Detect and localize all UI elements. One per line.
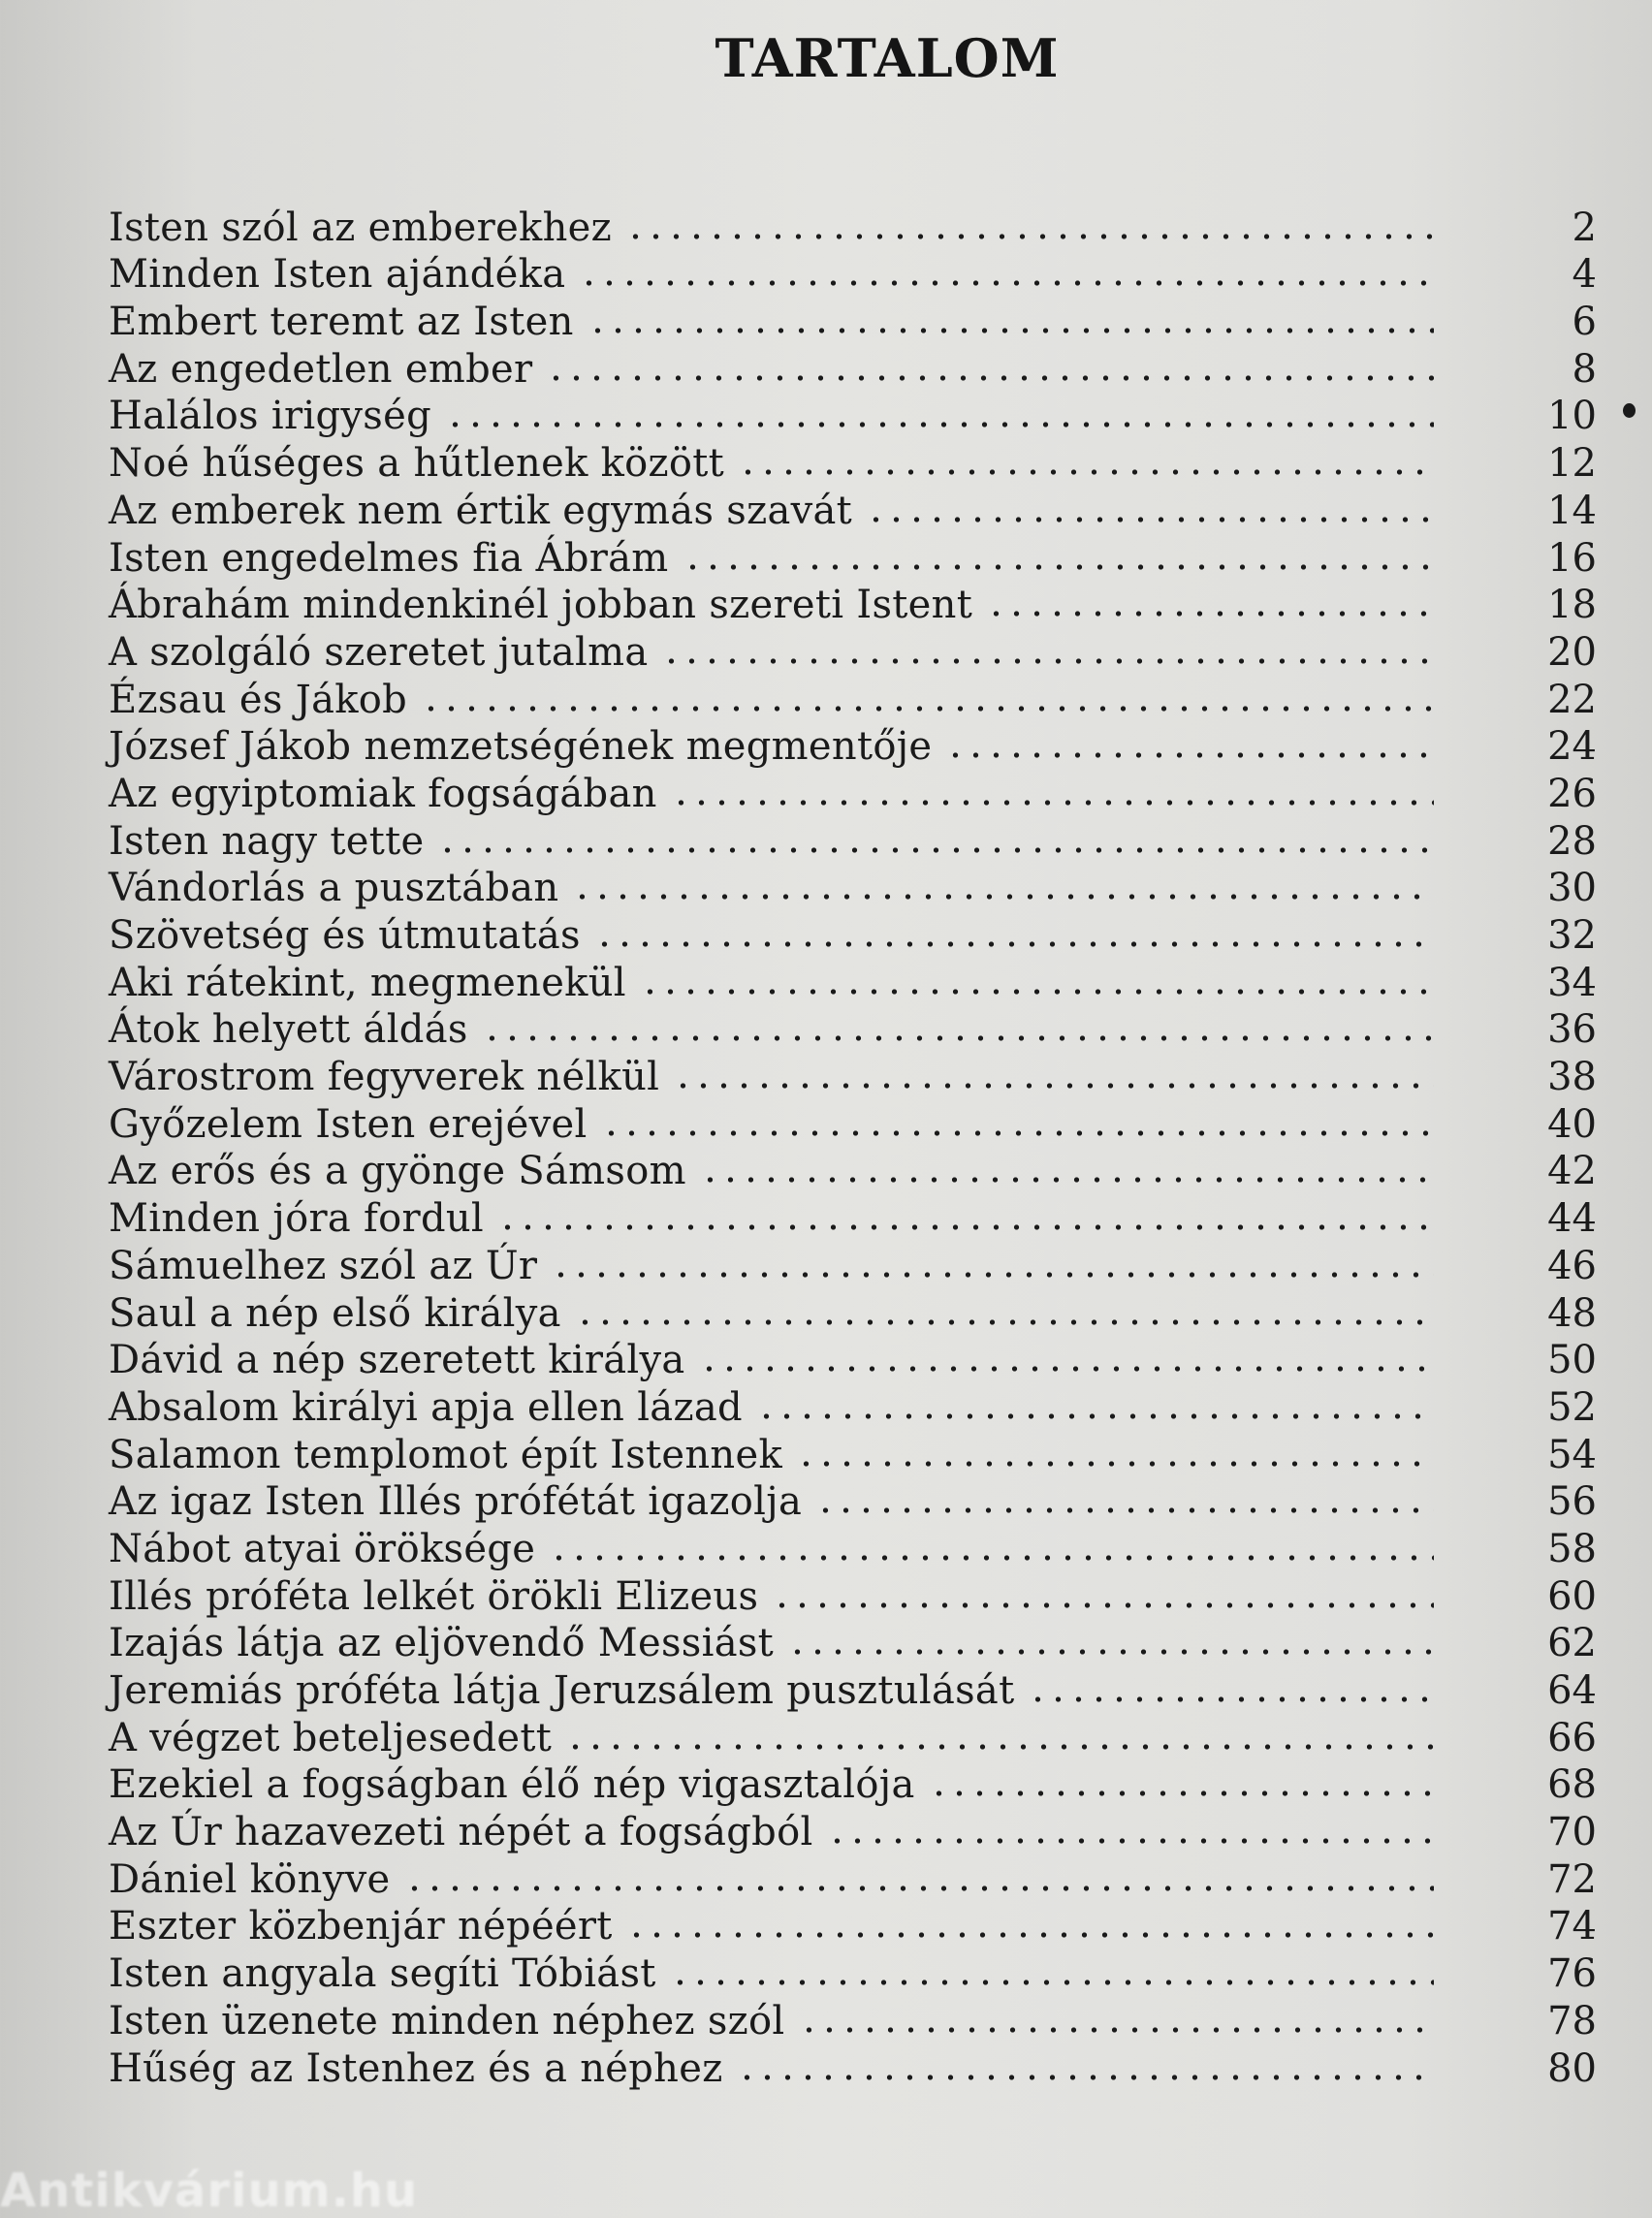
toc-entry: [109, 247, 1597, 298]
toc-entry-title: József Jákob nemzetségének megmentője: [109, 724, 933, 770]
toc-entry: [109, 389, 1597, 439]
toc-entry-page-number: 12: [1547, 441, 1597, 487]
toc-entry-page-number: 10: [1547, 394, 1597, 439]
toc-entry: [109, 435, 1597, 487]
toc-entry-title: Aki rátekint, megmenekül: [109, 960, 626, 1005]
dot-leader: [537, 1270, 1509, 1285]
toc-entry-page-number: 44: [1547, 1196, 1597, 1242]
toc-entry-page-number: 8: [1572, 346, 1597, 392]
dot-leader: [424, 845, 1509, 861]
dot-leader: [724, 467, 1509, 483]
toc-entry-title: A végzet beteljesedett: [109, 1715, 553, 1760]
toc-entry-title: Isten nagy tette: [109, 818, 425, 864]
toc-entry: [109, 1190, 1597, 1242]
toc-entry-title: Ézsau és Jákob: [109, 677, 408, 722]
toc-entry-page-number: 38: [1547, 1055, 1597, 1100]
toc-entry-title: Sámuelhez szól az Úr: [109, 1243, 538, 1288]
toc-entry-title: Isten üzenete minden néphez szól: [109, 1998, 785, 2044]
toc-entry-title: Az engedetlen ember: [109, 346, 533, 392]
toc-entry: [109, 1663, 1597, 1713]
toc-entry-title: Isten angyala segíti Tóbiást: [109, 1951, 656, 1997]
dot-leader: [1014, 1695, 1509, 1710]
toc-entry: [109, 1427, 1597, 1477]
toc-entry-title: Halálos irigység: [109, 394, 432, 439]
toc-entry-page-number: 72: [1547, 1856, 1597, 1902]
dot-leader: [613, 1930, 1509, 1946]
dot-leader: [723, 2073, 1509, 2088]
toc-entry-title: Embert teremt az Isten: [109, 300, 574, 345]
dot-leader: [659, 1081, 1509, 1096]
toc-entry: [109, 1993, 1597, 2044]
toc-entry: [109, 1379, 1597, 1430]
toc-entry: [109, 1946, 1597, 1997]
dot-leader: [656, 1978, 1509, 1993]
dot-leader: [484, 1222, 1509, 1238]
toc-entry: [109, 341, 1597, 392]
toc-entry-title: Isten szól az emberekhez: [109, 205, 612, 250]
toc-entry-page-number: 24: [1547, 724, 1597, 770]
toc-entry-title: Ezekiel a fogságban élő nép vigasztalója: [109, 1762, 915, 1808]
toc-entry: [109, 955, 1597, 1005]
dot-leader: [574, 326, 1509, 341]
dot-leader: [785, 2025, 1509, 2041]
toc-entry: [109, 1096, 1597, 1147]
toc-entry-title: Noé hűséges a hűtlenek között: [109, 441, 725, 487]
toc-entry-page-number: 80: [1547, 2045, 1597, 2091]
toc-entry-title: Átok helyett áldás: [109, 1007, 468, 1053]
dot-leader: [972, 609, 1509, 624]
toc-entry: [109, 294, 1597, 345]
toc-entry-page-number: 74: [1547, 1904, 1597, 1949]
toc-entry: [109, 200, 1597, 250]
toc-entry: [109, 1710, 1597, 1758]
toc-entry-title: Hűség az Istenhez és a néphez: [109, 2045, 723, 2091]
toc-entry: [109, 1285, 1597, 1336]
toc-entry-title: Minden jóra fordul: [109, 1196, 485, 1242]
toc-entry-title: A szolgáló szeretet jutalma: [109, 629, 649, 675]
toc-entry-title: Az erős és a gyönge Sámsom: [109, 1149, 686, 1194]
dot-leader: [813, 1836, 1509, 1852]
toc-entry: [109, 1144, 1597, 1194]
toc-entry-title: Isten engedelmes fia Ábrám: [109, 535, 669, 581]
toc-entry-title: Az igaz Isten Illés prófétát igazolja: [109, 1479, 803, 1525]
toc-entry-page-number: 30: [1547, 866, 1597, 911]
toc-entry: [109, 1521, 1597, 1571]
toc-entry-page-number: 76: [1547, 1951, 1597, 1997]
toc-entry: [109, 861, 1597, 911]
toc-entry: [109, 578, 1597, 628]
toc-entry-title: Izajás látja az eljövendő Messiást: [109, 1621, 775, 1666]
dot-leader: [686, 1175, 1509, 1190]
toc-entry-page-number: 4: [1572, 252, 1597, 298]
page-title: TARTALOM: [715, 27, 1060, 89]
table-of-contents: [109, 200, 1597, 2091]
toc-entry-page-number: 42: [1547, 1149, 1597, 1194]
dot-leader: [552, 1742, 1509, 1758]
toc-entry-page-number: 14: [1547, 488, 1597, 533]
toc-entry-page-number: 48: [1547, 1290, 1597, 1336]
dot-leader: [561, 1317, 1509, 1333]
toc-entry-page-number: 26: [1547, 771, 1597, 816]
dot-leader: [932, 750, 1509, 766]
dot-leader: [743, 1411, 1509, 1427]
toc-entry-page-number: 18: [1547, 583, 1597, 628]
dot-leader: [612, 232, 1509, 247]
toc-entry: [109, 1333, 1597, 1383]
toc-entry-page-number: 6: [1572, 300, 1597, 345]
toc-entry-title: Saul a nép első királya: [109, 1290, 561, 1336]
dot-leader: [532, 373, 1509, 389]
toc-entry: [109, 1002, 1597, 1053]
dot-leader: [685, 1364, 1509, 1379]
toc-entry: [109, 1474, 1597, 1525]
toc-entry: [109, 483, 1597, 533]
toc-entry-title: Dávid a nép szeretett királya: [109, 1338, 685, 1383]
toc-entry: [109, 813, 1597, 864]
toc-entry: [109, 1852, 1597, 1902]
toc-entry-title: Győzelem Isten erejével: [109, 1101, 588, 1147]
toc-entry-title: Ábrahám mindenkinél jobban szereti Istent: [109, 583, 973, 628]
toc-entry-title: Jeremiás próféta látja Jeruzsálem pusztulását: [109, 1668, 1015, 1713]
dot-leader: [535, 1553, 1509, 1568]
toc-entry-title: Az egyiptomiak fogságában: [109, 771, 657, 816]
toc-entry-page-number: 58: [1547, 1526, 1597, 1571]
toc-entry-title: Szövetség és útmutatás: [109, 913, 581, 958]
toc-entry: [109, 672, 1597, 722]
toc-entry: [109, 1049, 1597, 1100]
dot-leader: [782, 1459, 1509, 1474]
toc-entry-title: Salamon templomot épít Istennek: [109, 1432, 783, 1477]
toc-entry-page-number: 62: [1547, 1621, 1597, 1666]
toc-entry-page-number: 36: [1547, 1007, 1597, 1053]
dot-leader: [626, 987, 1509, 1002]
toc-entry-page-number: 68: [1547, 1762, 1597, 1808]
toc-entry-page-number: 50: [1547, 1338, 1597, 1383]
toc-entry-page-number: 78: [1547, 1998, 1597, 2044]
toc-entry-page-number: 60: [1547, 1573, 1597, 1619]
toc-entry-page-number: 34: [1547, 960, 1597, 1005]
dot-leader: [852, 515, 1509, 530]
toc-entry: [109, 624, 1597, 675]
dot-leader: [657, 798, 1509, 813]
toc-entry-page-number: 32: [1547, 913, 1597, 958]
dot-leader: [581, 939, 1509, 955]
dot-leader: [774, 1647, 1509, 1663]
toc-entry: [109, 530, 1597, 581]
toc-entry-page-number: 22: [1547, 677, 1597, 722]
toc-entry-title: Az Úr hazavezeti népét a fogságból: [109, 1810, 813, 1855]
toc-entry-title: Nábot atyai öröksége: [109, 1526, 536, 1571]
dot-leader: [915, 1789, 1509, 1804]
dot-leader: [468, 1033, 1509, 1049]
toc-entry: [109, 766, 1597, 816]
dot-leader: [431, 420, 1509, 435]
toc-entry-title: Várostrom fegyverek nélkül: [109, 1055, 660, 1100]
toc-entry: [109, 1568, 1597, 1619]
toc-entry-page-number: 46: [1547, 1243, 1597, 1288]
toc-entry-title: Vándorlás a pusztában: [109, 866, 559, 911]
dot-leader: [391, 1884, 1509, 1899]
toc-entry-title: Az emberek nem értik egymás szavát: [109, 488, 853, 533]
toc-entry: [109, 1804, 1597, 1855]
toc-entry-page-number: 40: [1547, 1101, 1597, 1147]
toc-entry: [109, 719, 1597, 770]
toc-entry-page-number: 66: [1547, 1715, 1597, 1760]
toc-entry-page-number: 16: [1547, 535, 1597, 581]
toc-entry-title: Minden Isten ajándéka: [109, 252, 566, 298]
toc-entry: [109, 1238, 1597, 1288]
dot-leader: [669, 562, 1509, 578]
toc-entry-title: Eszter közbenjár népéért: [109, 1904, 613, 1949]
toc-entry: [109, 1758, 1597, 1808]
ink-dot-mark: [1623, 403, 1636, 418]
toc-entry: [109, 2041, 1597, 2091]
dot-leader: [588, 1128, 1509, 1144]
toc-entry-page-number: 28: [1547, 818, 1597, 864]
toc-entry-title: Illés próféta lelkét örökli Elizeus: [109, 1573, 759, 1619]
toc-entry-page-number: 54: [1547, 1432, 1597, 1477]
toc-entry-page-number: 64: [1547, 1668, 1597, 1713]
toc-entry-title: Dániel könyve: [109, 1856, 391, 1902]
toc-entry: [109, 1616, 1597, 1664]
toc-entry: [109, 907, 1597, 958]
toc-entry-title: Absalom királyi apja ellen lázad: [109, 1384, 743, 1430]
watermark: Antikvárium.hu: [0, 2164, 419, 2218]
dot-leader: [558, 892, 1509, 907]
dot-leader: [565, 278, 1509, 294]
toc-entry-page-number: 2: [1572, 205, 1597, 250]
toc-entry-page-number: 70: [1547, 1810, 1597, 1855]
toc-entry-page-number: 20: [1547, 629, 1597, 675]
toc-entry-page-number: 52: [1547, 1384, 1597, 1430]
dot-leader: [407, 704, 1509, 719]
dot-leader: [802, 1505, 1509, 1521]
toc-entry: [109, 1899, 1597, 1947]
toc-entry-page-number: 56: [1547, 1479, 1597, 1525]
dot-leader: [758, 1600, 1509, 1616]
dot-leader: [648, 656, 1509, 672]
